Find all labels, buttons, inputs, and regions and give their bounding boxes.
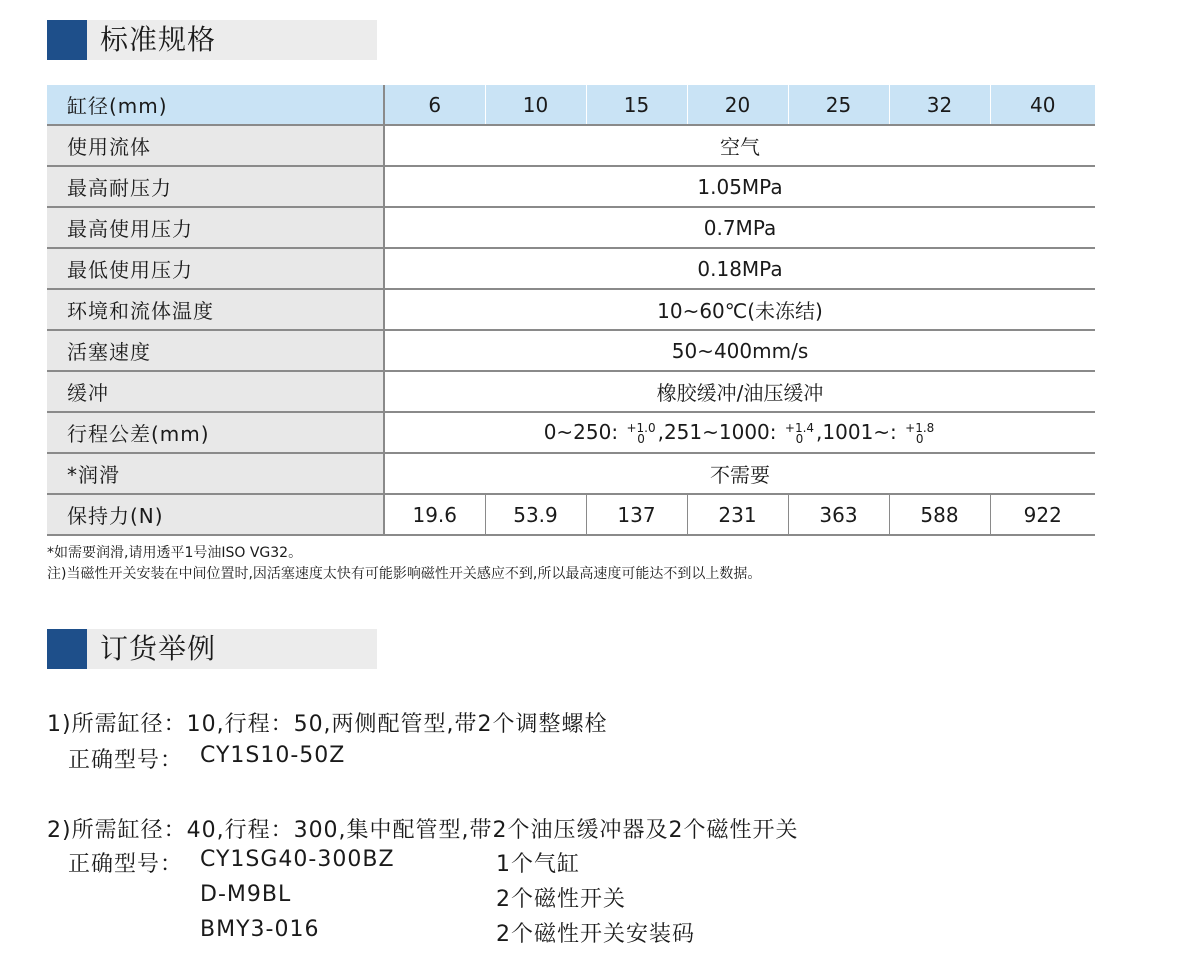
tolerance-range: ,251~1000: [657, 420, 777, 445]
row-label: 使用流体 [47, 125, 384, 166]
bore-value: 10 [485, 85, 586, 125]
tolerance-range: ,1001~: [816, 420, 897, 445]
row-value: 0.18MPa [384, 248, 1095, 289]
note-switch: 注)当磁性开关安装在中间位置时,因活塞速度太快有可能影响磁性开关感应不到,所以最高速度可能达不到以上数据。 [47, 566, 762, 582]
row-value: 50~400mm/s [384, 330, 1095, 371]
table-header-row [47, 85, 1095, 125]
section-header-ordering [47, 629, 377, 669]
tolerance-upper: +1.8 [905, 420, 935, 435]
stroke-tolerance-value [384, 412, 1095, 453]
table-row [47, 248, 1095, 289]
example2-requirement: 2)所需缸径：40,行程：300,集中配管型,带2个油压缓冲器及2个磁性开关 [47, 818, 799, 843]
example1-requirement: 1)所需缸径：10,行程：50,两侧配管型,带2个调整螺栓 [47, 712, 608, 737]
tolerance-stack [626, 420, 656, 446]
tolerance-upper: +1.4 [784, 420, 815, 435]
row-value: 10~60℃(未冻结) [384, 289, 1095, 330]
table-row-stroke-tolerance [47, 412, 1095, 453]
table-row [47, 453, 1095, 494]
row-label: 最高耐压力 [47, 166, 384, 207]
tolerance-range: 0~250: [543, 420, 619, 445]
table-row [47, 166, 1095, 207]
bore-value: 32 [889, 85, 990, 125]
row-label: 环境和流体温度 [47, 289, 384, 330]
holding-force-value: 137 [586, 494, 687, 535]
table-row [47, 371, 1095, 412]
table-row [47, 125, 1095, 166]
example2-part: D-M9BL [200, 882, 292, 907]
holding-force-value: 53.9 [485, 494, 586, 535]
bore-value: 15 [586, 85, 687, 125]
example2-part-desc: 2个磁性开关安装码 [496, 922, 695, 947]
example2-part-desc: 2个磁性开关 [496, 887, 626, 912]
row-label: *润滑 [47, 453, 384, 494]
bore-value: 25 [788, 85, 889, 125]
bore-value: 20 [687, 85, 788, 125]
holding-force-value: 922 [990, 494, 1095, 535]
row-value: 不需要 [384, 453, 1095, 494]
tolerance-upper: +1.0 [626, 420, 656, 435]
note-lubrication: *如需要润滑,请用透平1号油ISO VG32。 [47, 545, 303, 561]
bore-label: 缸径(mm) [47, 85, 384, 125]
example2-part-desc: 1个气缸 [496, 852, 580, 877]
example2-part: CY1SG40-300BZ [200, 847, 395, 872]
holding-force-value: 588 [889, 494, 990, 535]
table-row [47, 330, 1095, 371]
tolerance-lower: 0 [795, 431, 804, 446]
section-marker [47, 20, 87, 60]
tolerance-stack [905, 420, 935, 446]
tolerance-lower: 0 [915, 431, 924, 446]
example2-model-label: 正确型号： [68, 852, 184, 877]
row-value: 橡胶缓冲/油压缓冲 [384, 371, 1095, 412]
notes-block [47, 543, 761, 585]
table-row [47, 289, 1095, 330]
section-marker [47, 629, 87, 669]
row-label: 行程公差(mm) [47, 412, 384, 453]
section-header-specs [47, 20, 377, 60]
section-title-specs: 标准规格 [100, 23, 217, 56]
tolerance-lower: 0 [637, 431, 645, 446]
table-row-holding-force [47, 494, 1095, 535]
row-label: 保持力(N) [47, 494, 384, 535]
holding-force-value: 231 [687, 494, 788, 535]
bore-value: 40 [990, 85, 1095, 125]
example1-model-label: 正确型号： [68, 748, 184, 773]
bore-value: 6 [384, 85, 485, 125]
example1-model: CY1S10-50Z [200, 743, 346, 768]
row-label: 最高使用压力 [47, 207, 384, 248]
tolerance-stack [784, 420, 815, 446]
row-label: 活塞速度 [47, 330, 384, 371]
example2-part: BMY3-016 [200, 917, 320, 942]
section-title-ordering: 订货举例 [100, 632, 217, 665]
table-row [47, 207, 1095, 248]
holding-force-value: 363 [788, 494, 889, 535]
row-value: 0.7MPa [384, 207, 1095, 248]
row-label: 缓冲 [47, 371, 384, 412]
spec-table [47, 85, 1095, 536]
holding-force-value: 19.6 [384, 494, 485, 535]
row-value: 1.05MPa [384, 166, 1095, 207]
row-label: 最低使用压力 [47, 248, 384, 289]
row-value: 空气 [384, 125, 1095, 166]
